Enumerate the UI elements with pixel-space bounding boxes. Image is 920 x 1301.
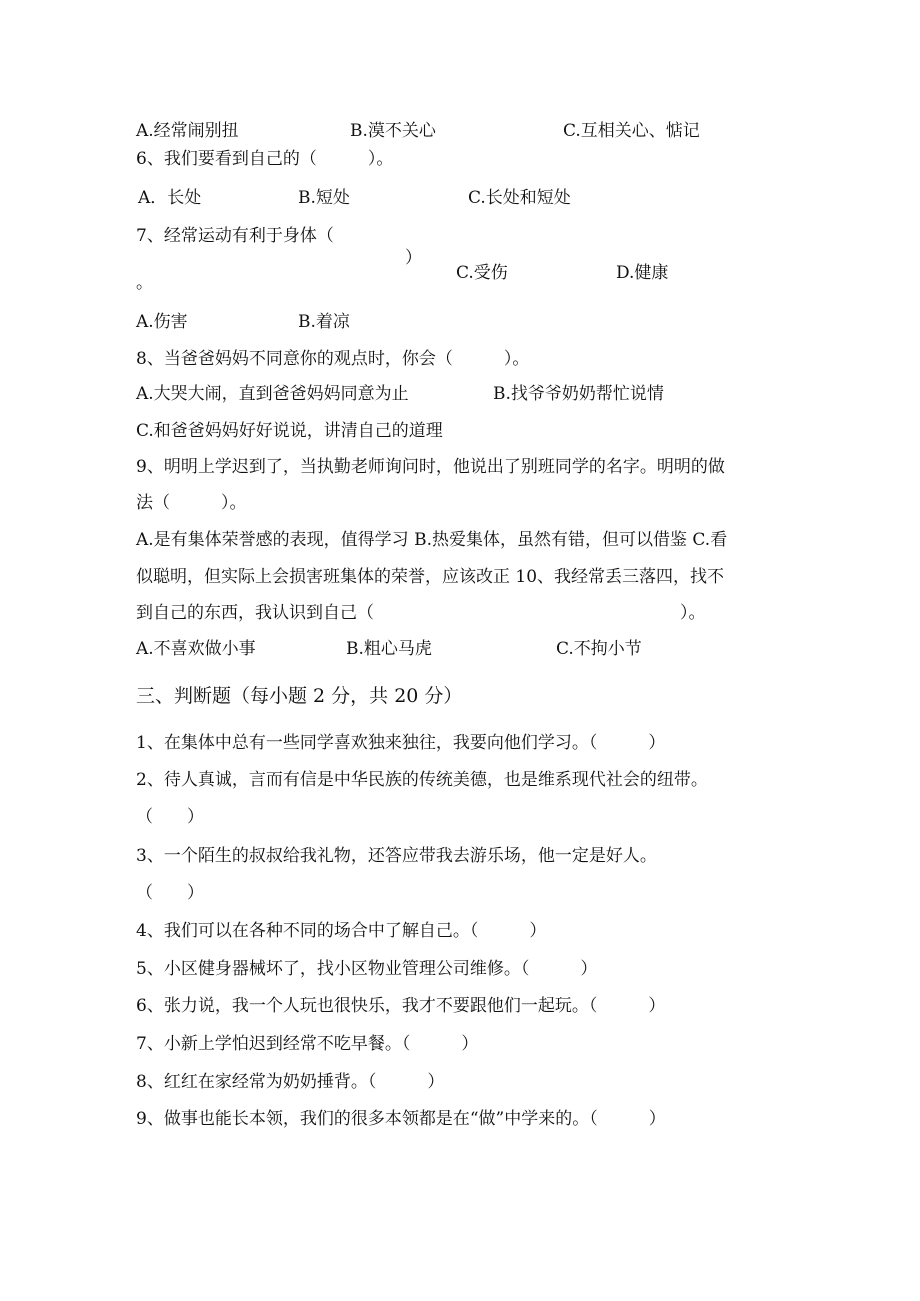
q8-option-c: C.和爸爸妈妈好好说说，讲清自己的道理 bbox=[136, 421, 443, 441]
q5-option-a: A.经常闹别扭 bbox=[136, 121, 239, 141]
judge-item-1: 1、在集体中总有一些同学喜欢独来独往，我要向他们学习。（ ） bbox=[136, 733, 666, 753]
q8-option-b: B.找爷爷奶奶帮忙说情 bbox=[493, 384, 664, 404]
q10-option-a: A.不喜欢做小事 bbox=[136, 639, 256, 659]
q9-line-4: 似聪明，但实际上会损害班集体的荣誉，应该改正 10、我经常丢三落四，找不 bbox=[136, 567, 725, 587]
q9-line-3: A.是有集体荣誉感的表现，值得学习 B.热爱集体，虽然有错，但可以借鉴 C.看 bbox=[136, 530, 728, 550]
q6-option-c: C.长处和短处 bbox=[468, 188, 571, 208]
q6-option-a: A．长处 bbox=[138, 188, 202, 208]
q9-line-1: 9、明明上学迟到了，当执勤老师询问时，他说出了别班同学的名字。明明的做 bbox=[136, 457, 725, 477]
judge-item-6: 6、张力说，我一个人玩也很快乐，我才不要跟他们一起玩。（ ） bbox=[136, 996, 666, 1016]
q7-stem: 7、经常运动有利于身体（ bbox=[136, 226, 334, 246]
judge-item-7: 7、小新上学怕迟到经常不吃早餐。（ ） bbox=[136, 1034, 479, 1054]
q10-stem: 到自己的东西，我认识到自己（ bbox=[136, 603, 374, 623]
judge-item-4: 4、我们可以在各种不同的场合中了解自己。（ ） bbox=[136, 921, 547, 941]
q10-option-b: B.粗心马虎 bbox=[346, 639, 432, 659]
q7-option-a: A.伤害 bbox=[136, 312, 188, 332]
q6-option-b: B.短处 bbox=[298, 188, 350, 208]
judge-item-3: 3、一个陌生的叔叔给我礼物，还答应带我去游乐场，他一定是好人。 bbox=[136, 846, 657, 866]
q10-paren-close: ）。 bbox=[680, 603, 706, 623]
judge-item-2: 2、待人真诚，言而有信是中华民族的传统美德，也是维系现代社会的纽带。 bbox=[136, 770, 708, 790]
judge-item-3-paren: （ ） bbox=[136, 883, 204, 903]
q10-option-c: C.不拘小节 bbox=[556, 639, 642, 659]
judge-item-8: 8、红红在家经常为奶奶捶背。（ ） bbox=[136, 1072, 445, 1092]
q5-option-b: B.漠不关心 bbox=[350, 121, 436, 141]
judge-item-5: 5、小区健身器械坏了，找小区物业管理公司维修。（ ） bbox=[136, 959, 598, 979]
q7-paren-close: ） bbox=[405, 248, 422, 268]
q5-option-c: C.互相关心、惦记 bbox=[563, 121, 700, 141]
q7-option-c: C.受伤 bbox=[456, 263, 508, 283]
section-3-heading: 三、判断题（每小题 2 分，共 20 分） bbox=[136, 685, 463, 707]
judge-item-9: 9、做事也能长本领，我们的很多本领都是在“做”中学来的。（ ） bbox=[136, 1109, 666, 1129]
q7-option-b: B.着凉 bbox=[298, 312, 350, 332]
judge-item-2-paren: （ ） bbox=[136, 807, 204, 827]
q8-option-a: A.大哭大闹，直到爸爸妈妈同意为止 bbox=[136, 384, 409, 404]
q6-stem: 6、我们要看到自己的（ ）。 bbox=[136, 149, 394, 169]
q8-stem: 8、当爸爸妈妈不同意你的观点时，你会（ ）。 bbox=[136, 349, 530, 369]
q7-option-d: D.健康 bbox=[616, 263, 669, 283]
q9-line-2: 法（ ）。 bbox=[136, 493, 247, 513]
q7-period: 。 bbox=[136, 273, 153, 293]
